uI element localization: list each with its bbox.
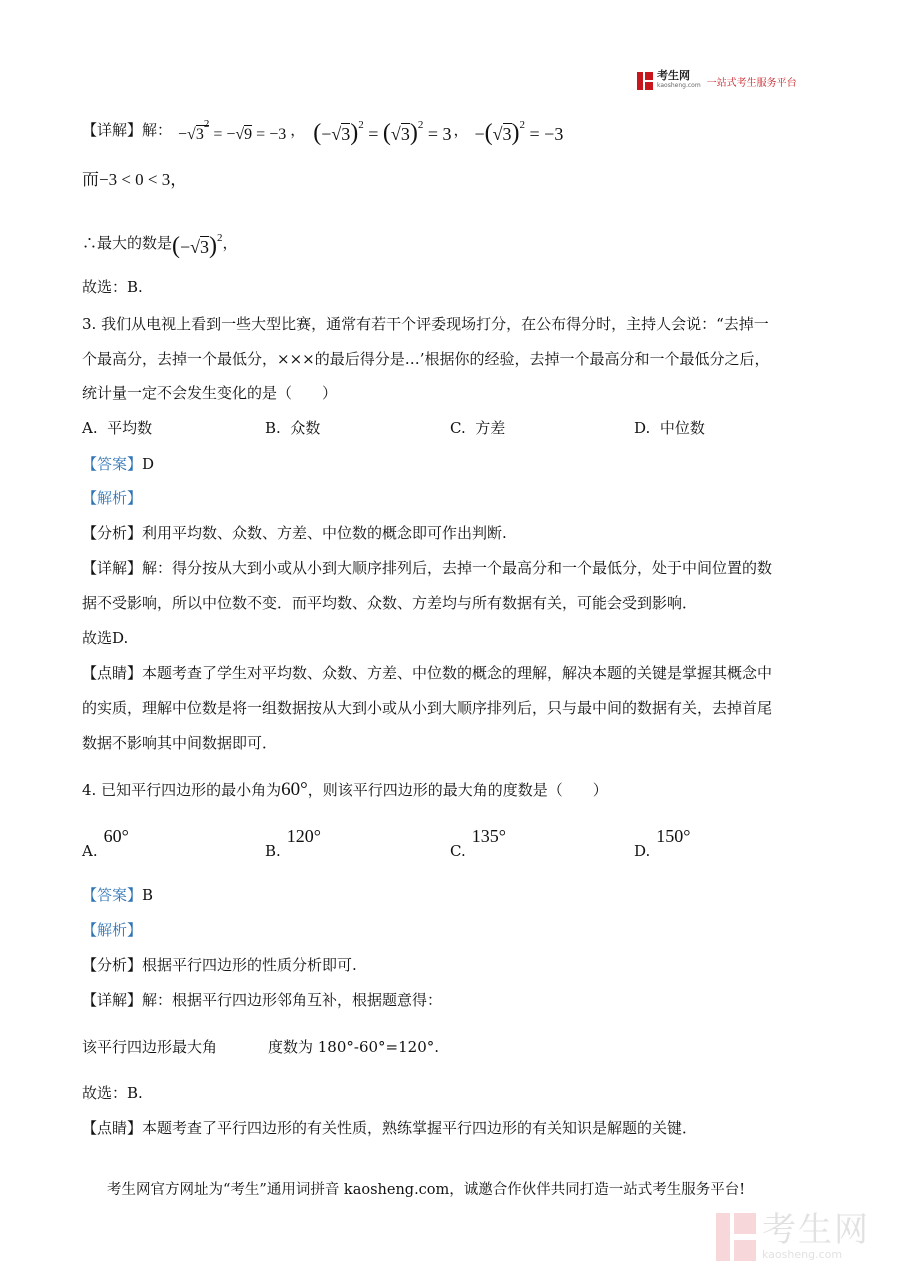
q3-stem-3: 统计量一定不会发生变化的是（ ） [82,384,338,402]
q3-dianjing-1: 【点睛】本题考查了学生对平均数、众数、方差、中位数的概念的理解，解决本题的关键是掌握其概念中 [82,664,773,682]
logo-text [657,71,701,91]
watermark-logo [716,1212,870,1261]
watermark-en: kaosheng.com [762,1248,843,1261]
q3-option-a: A. 平均数 [82,419,153,437]
q4-stem: 4. 已知平行四边形的最小角为 60° ，则该平行四边形的最大角的度数是（ ） [82,779,608,800]
detail-prefix: 解： [142,120,173,139]
q3-detail-2: 据不受影响，所以中位数不变．而平均数、众数、方差均与所有数据有关，可能会受到影响． [82,594,698,612]
q4-choose: 故选：B. [82,1084,143,1102]
q3-dianjing-2: 的实质，理解中位数是将一组数据按从大到小或从小到大顺序排列后，只与最中间的数据有关，去掉首尾 [82,699,773,717]
q3-analysis-label: 【解析】 [82,489,143,507]
q2-detail-line: 【详解】 解： $-√3^2 = -√9 = -3$ ， $(-√3)^2 = (√3)^2 = 3$ ， $-(√3)^2 = -3$ [82,114,563,145]
q3-stem-1: 3. 我们从电视上看到一些大型比赛，通常有若干个评委现场打分，在公布得分时，主持人会说：“去掉一 [82,315,769,333]
logo-cn: 考生网 [657,69,690,82]
q3-stem-2: 个最高分，去掉一个最低分，×××的最后得分是…’根据你的经验，去掉一个最高分和一个最低分之后， [82,350,770,368]
conclusion-suffix: ， [222,233,238,252]
q3-answer: 【答案】D [82,455,155,473]
math-expr-1: $-√3^2 = -√9 = -3$ [178,118,287,143]
q4-option-b: B.120° [265,826,321,860]
q2-conclusion [82,228,238,257]
q4-calc-right: 度数为 180°-60°=120°. [268,1038,440,1056]
q4-fenxi: 【分析】根据平行四边形的性质分析即可. [82,956,357,974]
q3-option-b: B. 众数 [265,419,321,437]
header-logo [637,71,797,91]
q4-option-c: C.135° [450,826,506,860]
kaosheng-watermark-icon [716,1213,756,1261]
q3-fenxi: 【分析】利用平均数、众数、方差、中位数的概念即可作出判断. [82,524,507,542]
logo-en: kaosheng.com [657,82,701,89]
math-expr-4: $(-√3)^2$ [172,232,223,259]
q4-stem-angle: 60° [281,779,308,800]
q4-answer: 【答案】B [82,886,154,904]
q4-analysis-label: 【解析】 [82,921,143,939]
q3-choose: 故选D. [82,629,129,647]
math-expr-2: $(-√3)^2 = (√3)^2 = 3$ [313,119,452,146]
logo-slogan: 一站式考生服务平台 [706,77,797,89]
detail-label: 【详解】 [82,120,143,139]
q3-dianjing-3: 数据不影响其中间数据即可． [82,734,278,752]
q4-detail: 【详解】解：根据平行四边形邻角互补，根据题意得： [82,991,443,1009]
q2-inequality: 而−3 < 0 < 3， [82,170,188,189]
kaosheng-logo-icon [637,72,653,90]
q2-choose: 故选：B. [82,278,143,296]
math-expr-3: $-(√3)^2 = -3$ [474,119,564,146]
footer-text: 考生网官方网址为“考生”通用词拼音 kaosheng.com，诚邀合作伙伴共同打造一站式考生服务平台! [107,1182,746,1198]
conclusion-prefix: ∴最大的数是 [82,233,173,252]
q4-dianjing: 【点睛】本题考查了平行四边形的有关性质，熟练掌握平行四边形的有关知识是解题的关键． [82,1119,698,1137]
q4-calc-left: 该平行四边形最大角 [82,1038,218,1056]
q4-option-a: A.60° [82,826,129,860]
q4-option-d: D.150° [634,826,691,860]
q3-detail-1: 【详解】解：得分按从大到小或从小到大顺序排列后，去掉一个最高分和一个最低分，处于中间位置的数 [82,559,773,577]
watermark-cn: 考生网 [762,1210,870,1250]
q3-option-d: D. 中位数 [634,419,705,437]
q3-option-c: C. 方差 [450,419,506,437]
